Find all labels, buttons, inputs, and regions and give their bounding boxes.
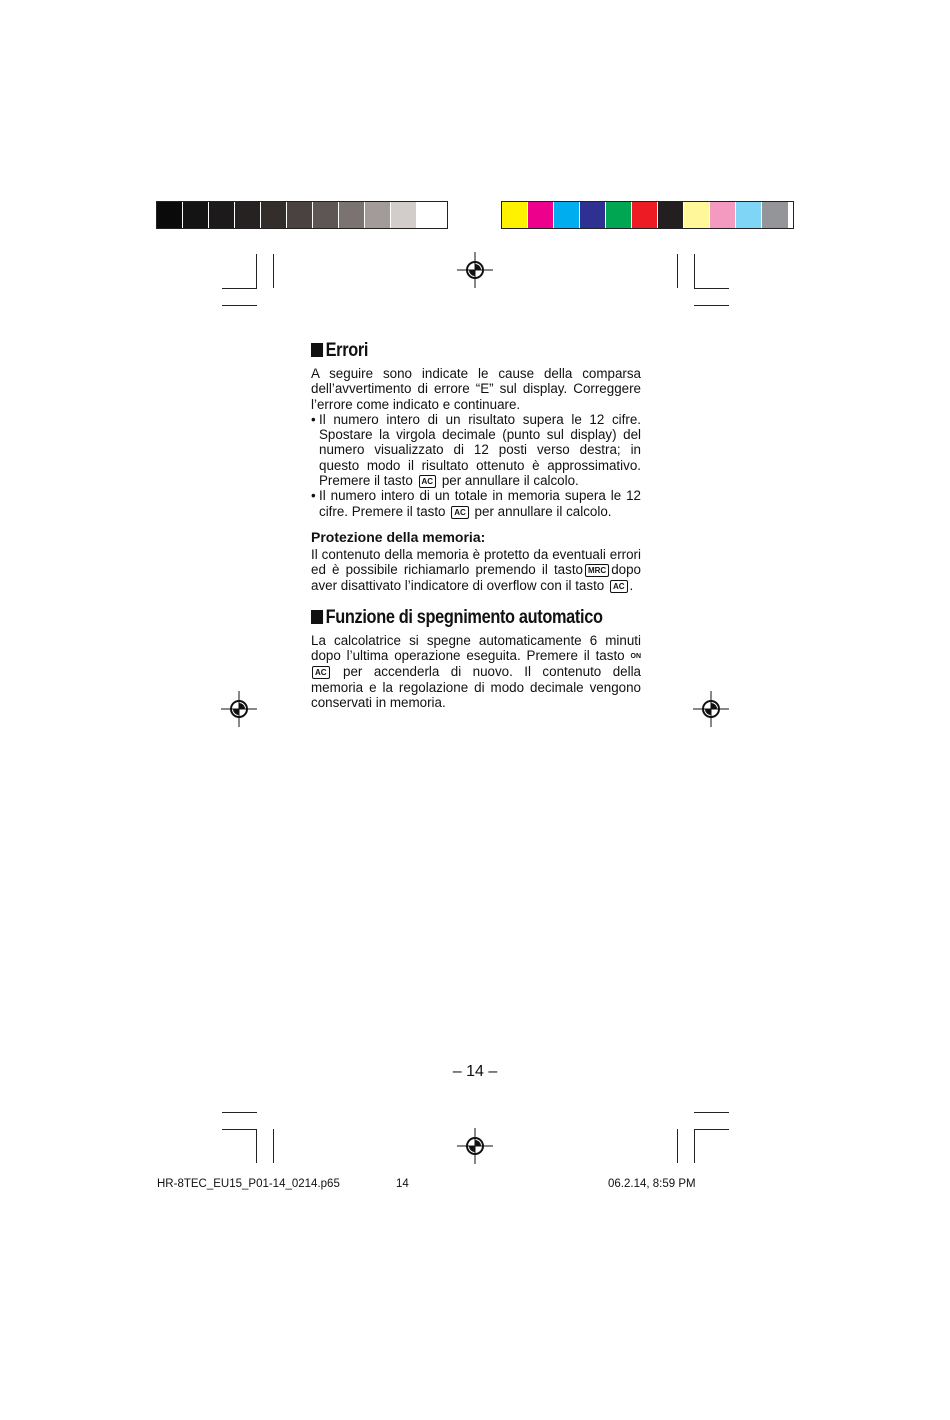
section-heading-text: Funzione di spegnimento automatico <box>325 606 603 628</box>
color-swatch <box>554 202 580 228</box>
color-swatch <box>417 202 443 228</box>
color-swatch <box>762 202 788 228</box>
color-swatch <box>339 202 365 228</box>
registration-mark-right-icon <box>693 691 729 727</box>
color-swatch <box>710 202 736 228</box>
memory-text-part3: . <box>629 577 634 593</box>
registration-mark-top-icon <box>457 252 493 288</box>
color-calibration-bar <box>501 201 794 229</box>
color-swatch <box>157 202 183 228</box>
section-heading-text: Errori <box>325 340 369 361</box>
footer-page: 14 <box>396 1178 409 1190</box>
color-swatch <box>736 202 762 228</box>
auto-off-text-part1: La calcolatrice si spegne automaticamente 6 minuti dopo l’ultima operazione eseguita. Premere il tasto <box>311 632 641 664</box>
list-item-text-end: per annullare il calcolo. <box>474 503 612 519</box>
memory-protection-text <box>311 547 641 593</box>
list-item-text: Il numero intero di un totale in memoria supera le 12 cifre. Premere il tasto <box>319 488 641 519</box>
section-auto-off <box>311 605 641 710</box>
list-item <box>311 488 641 519</box>
black-square-bullet-icon <box>311 610 323 624</box>
color-swatch <box>391 202 417 228</box>
on-label: ON <box>630 653 641 661</box>
ac-key-icon: AC <box>610 580 628 593</box>
ac-key-icon: AC <box>419 475 437 488</box>
color-swatch <box>580 202 606 228</box>
error-causes-list <box>311 412 641 519</box>
list-item <box>311 412 641 488</box>
black-square-bullet-icon <box>311 343 323 357</box>
color-swatch <box>684 202 710 228</box>
registration-mark-left-icon <box>221 691 257 727</box>
list-item-text: Il numero intero di un risultato supera le 12 cifre. Spostare la virgola decimale (punto sul display) del numero visualizzato di 12 posti verso destra; in questo modo il risultato ottenuto è approssimativo. Premere il tasto <box>319 411 641 489</box>
auto-off-text <box>311 633 641 710</box>
list-item-text-end: per annullare il calcolo. <box>441 473 579 489</box>
color-swatch <box>261 202 287 228</box>
color-swatch <box>632 202 658 228</box>
color-swatch <box>235 202 261 228</box>
page-number: – 14 – <box>452 1063 498 1080</box>
errors-intro: A seguire sono indicate le cause della comparsa dell’avvertimento di errore “E” sul display. Correggere l’errore come indicato e continuare. <box>311 366 641 412</box>
section-heading-errors <box>311 338 595 364</box>
memory-protection-heading: Protezione della memoria: <box>311 528 486 545</box>
color-swatch <box>658 202 684 228</box>
footer-timestamp: 06.2.14, 8:59 PM <box>608 1178 696 1190</box>
memory-text-part1: Il contenuto della memoria è protetto da eventuali errori ed è possibile richiamarlo premendo il tasto <box>311 546 641 578</box>
color-swatch <box>209 202 235 228</box>
section-heading-auto-off <box>311 605 603 631</box>
color-swatch <box>183 202 209 228</box>
ac-key-icon: AC <box>312 666 330 679</box>
ac-key-icon: AC <box>451 506 469 519</box>
color-swatch <box>313 202 339 228</box>
color-swatch <box>287 202 313 228</box>
page-content <box>311 338 641 710</box>
memory-text-part2: dopo aver disattivato l’indicatore di overflow con il tasto <box>311 562 641 593</box>
section-errors <box>311 338 641 593</box>
registration-mark-bottom-icon <box>457 1128 493 1164</box>
footer-filename: HR-8TEC_EU15_P01-14_0214.p65 <box>157 1178 340 1190</box>
color-swatch <box>365 202 391 228</box>
color-swatch <box>502 202 528 228</box>
color-swatch <box>528 202 554 228</box>
auto-off-text-part2: per accenderla di nuovo. Il contenuto della memoria e la regolazione di modo decimale vengono conservati in memoria. <box>311 664 641 711</box>
mrc-key-icon: MRC <box>585 564 609 577</box>
grayscale-calibration-bar <box>156 201 448 229</box>
color-swatch <box>606 202 632 228</box>
